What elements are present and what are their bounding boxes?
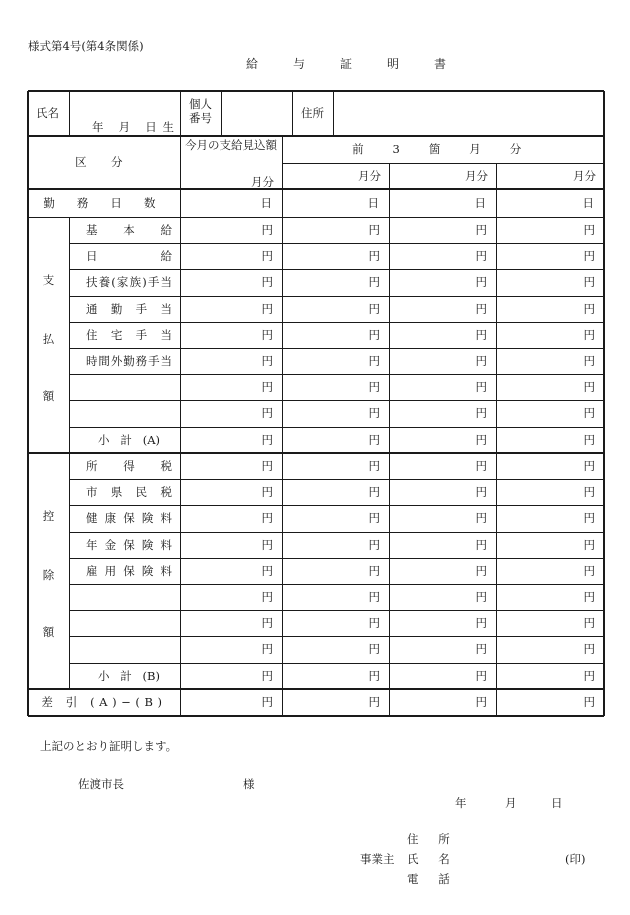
deduction-row-4-yen-3: 円 — [583, 564, 595, 578]
work-days-label: 勤 務 日 数 — [43, 196, 165, 210]
payment-row-2-yen-1: 円 — [368, 275, 380, 289]
seal-mark: (印) — [565, 852, 586, 866]
deduction-row-7-yen-2: 円 — [475, 642, 487, 656]
personal-number-label: 個人 番号 — [189, 97, 212, 125]
deduction-row-1-yen-0: 円 — [261, 485, 273, 499]
work-days-unit-3: 日 — [582, 196, 594, 210]
deduction-row-3-yen-0: 円 — [261, 538, 273, 552]
addressee: 佐渡市長 — [78, 777, 124, 791]
deduction-row-label-7 — [86, 636, 172, 663]
deduction-row-label-6 — [86, 610, 172, 636]
payment-row-1-yen-3: 円 — [583, 249, 595, 263]
employer-prefix: 事業主 — [360, 852, 395, 866]
deduction-row-8-yen-0: 円 — [261, 669, 273, 683]
deduction-row-0-yen-2: 円 — [475, 459, 487, 473]
payment-row-6-yen-1: 円 — [368, 380, 380, 394]
deduction-row-7-yen-1: 円 — [368, 642, 380, 656]
payment-row-8-yen-2: 円 — [475, 433, 487, 447]
employer-address-label: 住 所 — [407, 832, 458, 846]
deduction-row-4-yen-0: 円 — [261, 564, 273, 578]
deduction-row-7-yen-3: 円 — [583, 642, 595, 656]
payment-row-label-2: 扶養(家族)手当 — [86, 275, 172, 289]
address-label: 住所 — [301, 106, 324, 120]
deduction-row-label-2: 健 康 保 険 料 — [86, 511, 172, 525]
previous-three-heading: 前 3 箇 月 分 — [352, 142, 534, 156]
deduction-group-char-0: 控 — [42, 509, 55, 523]
payment-row-label-8: 小 計 (A) — [98, 433, 160, 447]
deduction-row-0-yen-3: 円 — [583, 459, 595, 473]
payment-row-7-yen-1: 円 — [368, 406, 380, 420]
payment-row-1-yen-0: 円 — [261, 249, 273, 263]
deduction-row-4-yen-2: 円 — [475, 564, 487, 578]
payment-row-4-yen-3: 円 — [583, 328, 595, 342]
payment-row-2-yen-2: 円 — [475, 275, 487, 289]
payment-row-label-5: 時間外勤務手当 — [86, 354, 172, 368]
honorific: 様 — [243, 777, 255, 791]
date-day: 日 — [551, 796, 563, 810]
payment-row-3-yen-2: 円 — [475, 302, 487, 316]
payment-row-2-yen-0: 円 — [261, 275, 273, 289]
deduction-row-3-yen-1: 円 — [368, 538, 380, 552]
payment-row-5-yen-2: 円 — [475, 354, 487, 368]
deduction-row-8-yen-1: 円 — [368, 669, 380, 683]
payment-row-7-yen-2: 円 — [475, 406, 487, 420]
payment-row-0-yen-1: 円 — [368, 223, 380, 237]
payment-row-0-yen-2: 円 — [475, 223, 487, 237]
payment-row-label-7 — [86, 400, 172, 427]
deduction-row-4-yen-1: 円 — [368, 564, 380, 578]
payment-group-char-0: 支 — [42, 273, 55, 287]
payment-row-1-yen-1: 円 — [368, 249, 380, 263]
payment-row-6-yen-0: 円 — [261, 380, 273, 394]
name-label: 氏名 — [36, 106, 59, 120]
payment-row-3-yen-1: 円 — [368, 302, 380, 316]
payment-row-6-yen-3: 円 — [583, 380, 595, 394]
table-rule — [333, 91, 334, 136]
work-days-unit-2: 日 — [474, 196, 486, 210]
deduction-group-char-1: 除 — [42, 568, 55, 582]
date-month: 月 — [505, 796, 517, 810]
deduction-row-6-yen-1: 円 — [368, 616, 380, 630]
work-days-unit-0: 日 — [260, 196, 272, 210]
deduction-row-0-yen-1: 円 — [368, 459, 380, 473]
deduction-row-6-yen-0: 円 — [261, 616, 273, 630]
deduction-row-label-1: 市 県 民 税 — [86, 485, 172, 499]
payment-row-2-yen-3: 円 — [583, 275, 595, 289]
employer-phone-label: 電 話 — [407, 872, 458, 886]
net-yen-3: 円 — [583, 695, 595, 709]
current-month-heading: 今月の支給見込額 — [185, 138, 277, 152]
deduction-row-2-yen-0: 円 — [261, 511, 273, 525]
deduction-row-label-8: 小 計 (B) — [98, 669, 160, 683]
table-border-right — [603, 91, 605, 716]
payment-group-char-1: 払 — [42, 332, 55, 346]
deduction-row-8-yen-3: 円 — [583, 669, 595, 683]
deduction-row-2-yen-1: 円 — [368, 511, 380, 525]
form-number: 様式第4号(第4条関係) — [28, 39, 144, 53]
payment-row-0-yen-0: 円 — [261, 223, 273, 237]
deduction-group-char-2: 額 — [42, 625, 55, 639]
payment-row-8-yen-0: 円 — [261, 433, 273, 447]
payment-group-char-2: 額 — [42, 389, 55, 403]
employer-name-label: 氏 名 — [407, 852, 458, 866]
payment-row-1-yen-2: 円 — [475, 249, 487, 263]
net-label: 差 引 (A)−(B) — [41, 695, 167, 709]
payment-row-7-yen-3: 円 — [583, 406, 595, 420]
month-unit-current: 月分 — [251, 175, 274, 189]
payment-row-6-yen-2: 円 — [475, 380, 487, 394]
deduction-row-6-yen-3: 円 — [583, 616, 595, 630]
deduction-row-1-yen-3: 円 — [583, 485, 595, 499]
certification-text: 上記のとおり証明します。 — [40, 739, 178, 753]
net-yen-2: 円 — [475, 695, 487, 709]
birth-date-label: 年 月 日生 — [92, 120, 180, 134]
category-heading: 区 分 — [75, 155, 133, 169]
payment-row-label-0: 基 本 給 — [86, 223, 172, 237]
payment-row-label-6 — [86, 374, 172, 400]
payment-row-4-yen-0: 円 — [261, 328, 273, 342]
deduction-row-5-yen-2: 円 — [475, 590, 487, 604]
deduction-row-2-yen-3: 円 — [583, 511, 595, 525]
month-unit-prev-1: 月分 — [358, 169, 381, 183]
deduction-row-0-yen-0: 円 — [261, 459, 273, 473]
payment-row-label-4: 住 宅 手 当 — [86, 328, 172, 342]
deduction-row-5-yen-1: 円 — [368, 590, 380, 604]
payment-row-3-yen-3: 円 — [583, 302, 595, 316]
payment-row-8-yen-3: 円 — [583, 433, 595, 447]
net-yen-0: 円 — [261, 695, 273, 709]
payment-row-3-yen-0: 円 — [261, 302, 273, 316]
date-year: 年 — [455, 796, 467, 810]
page-title: 給 与 証 明 書 — [246, 57, 462, 71]
payment-row-8-yen-1: 円 — [368, 433, 380, 447]
payment-row-label-3: 通 勤 手 当 — [86, 302, 172, 316]
payment-row-4-yen-1: 円 — [368, 328, 380, 342]
deduction-row-8-yen-2: 円 — [475, 669, 487, 683]
payment-row-5-yen-3: 円 — [583, 354, 595, 368]
table-rule — [221, 91, 222, 136]
deduction-row-2-yen-2: 円 — [475, 511, 487, 525]
deduction-row-6-yen-2: 円 — [475, 616, 487, 630]
deduction-row-3-yen-3: 円 — [583, 538, 595, 552]
deduction-row-3-yen-2: 円 — [475, 538, 487, 552]
payment-row-5-yen-0: 円 — [261, 354, 273, 368]
payment-row-label-1: 日 給 — [86, 249, 172, 263]
deduction-row-label-5 — [86, 584, 172, 610]
deduction-row-5-yen-0: 円 — [261, 590, 273, 604]
month-unit-prev-3: 月分 — [573, 169, 596, 183]
table-rule — [292, 91, 293, 136]
net-yen-1: 円 — [368, 695, 380, 709]
deduction-row-1-yen-1: 円 — [368, 485, 380, 499]
deduction-row-label-0: 所 得 税 — [86, 459, 172, 473]
work-days-unit-1: 日 — [367, 196, 379, 210]
payment-row-5-yen-1: 円 — [368, 354, 380, 368]
payment-row-0-yen-3: 円 — [583, 223, 595, 237]
month-unit-prev-2: 月分 — [465, 169, 488, 183]
deduction-row-7-yen-0: 円 — [261, 642, 273, 656]
table-rule — [69, 217, 70, 689]
deduction-row-1-yen-2: 円 — [475, 485, 487, 499]
payment-row-4-yen-2: 円 — [475, 328, 487, 342]
deduction-row-5-yen-3: 円 — [583, 590, 595, 604]
payment-row-7-yen-0: 円 — [261, 406, 273, 420]
deduction-row-label-4: 雇 用 保 険 料 — [86, 564, 172, 578]
deduction-row-label-3: 年 金 保 険 料 — [86, 538, 172, 552]
